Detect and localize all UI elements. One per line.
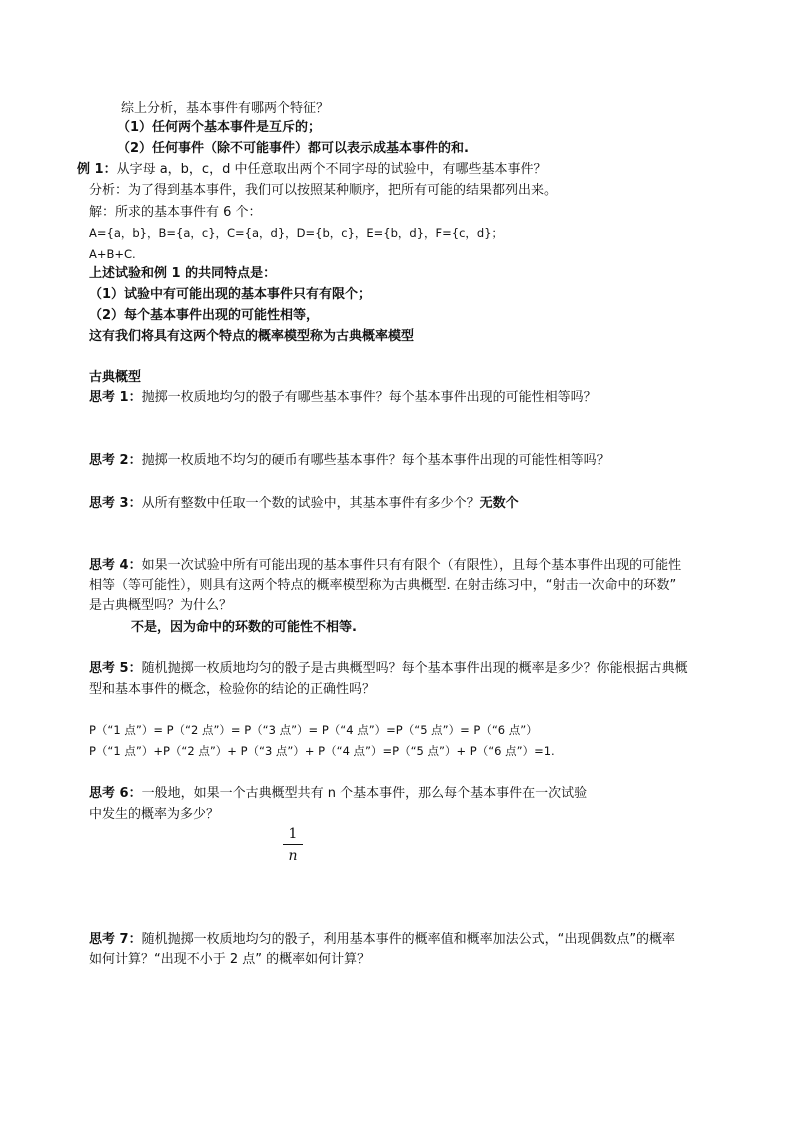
summary-feature-2: （2）任何事件（除不可能事件）都可以表示成基本事件的和.: [117, 141, 469, 156]
think-7: [89, 932, 675, 948]
think-2-label: 思考 2：: [89, 453, 142, 468]
think-6-text-2: 中发生的概率为多少？: [89, 807, 220, 822]
fraction-bar: [283, 844, 303, 845]
think-5-formula-1: P（“1 点”）= P（“2 点”）= P（“3 点”）= P（“4 点”）=P（“5 点”）= P（“6 点”）: [89, 723, 538, 737]
think-7-label: 思考 7：: [89, 932, 142, 947]
think-5-text-2: 型和基本事件的概念，检验你的结论的正确性吗？: [89, 682, 376, 697]
example-1-events: A={a，b}，B={a，c}，C={a，d}，D={b，c}，E={b，d}，F={c，d}；: [89, 226, 504, 240]
think-5-text: 随机抛掷一枚质地均匀的骰子是古典概型吗？每个基本事件出现的概率是多少？你能根据古典概: [141, 661, 688, 676]
think-5-formula-2: P（“1 点”）+P（“2 点”）+ P（“3 点”）+ P（“4 点”）=P（“5 点”）+ P（“6 点”）=1.: [89, 744, 555, 758]
fraction-numerator: 1: [288, 826, 298, 842]
think-3-label: 思考 3：: [89, 496, 142, 511]
think-3-text: 从所有整数中任取一个数的试验中，其基本事件有多少个？: [141, 496, 480, 511]
summary-feature-1: （1）任何两个基本事件是互斥的；: [117, 120, 322, 135]
think-1-text: 抛掷一枚质地均匀的骰子有哪些基本事件？每个基本事件出现的可能性相等吗？: [141, 390, 597, 405]
think-3-answer: 无数个: [479, 496, 519, 511]
example-1-label: 例 1：: [77, 162, 117, 177]
example-1-question-line: [77, 162, 546, 178]
think-3: [89, 496, 519, 512]
think-5-label: 思考 5：: [89, 661, 142, 676]
think-5: [89, 661, 688, 677]
example-1-question: 从字母 a，b，c，d 中任意取出两个不同字母的试验中，有哪些基本事件？: [116, 162, 547, 177]
common-point-1: （1）试验中有可能出现的基本事件只有有限个；: [89, 287, 372, 302]
think-1: [89, 390, 597, 406]
think-7-text-2: 如何计算？“出现不小于 2 点” 的概率如何计算？: [89, 952, 371, 967]
think-4-text-3: 是古典概型吗？为什么？: [89, 598, 233, 613]
think-6-label: 思考 6：: [89, 786, 142, 801]
think-2: [89, 453, 610, 469]
fraction-denominator: n: [288, 848, 298, 864]
think-4: [89, 558, 681, 574]
think-2-text: 抛掷一枚质地不均匀的硬币有哪些基本事件？每个基本事件出现的可能性相等吗？: [141, 453, 610, 468]
example-1-sum: A+B+C.: [89, 247, 136, 261]
think-4-label: 思考 4：: [89, 558, 142, 573]
think-6-text: 一般地，如果一个古典概型共有 n 个基本事件，那么每个基本事件在一次试验: [141, 786, 588, 801]
summary-intro: 综上分析，基本事件有哪两个特征？: [121, 101, 330, 116]
think-4-text-2: 相等（等可能性），则具有这两个特点的概率模型称为古典概型. 在射击练习中，“射击一次命中的环数”: [89, 578, 677, 593]
section-title: 古典概型: [89, 370, 142, 385]
think-7-text: 随机抛掷一枚质地均匀的骰子，利用基本事件的概率值和概率加法公式，“出现偶数点”的概率: [141, 932, 676, 947]
common-title: 上述试验和例 1 的共同特点是：: [89, 266, 277, 281]
think-6: [89, 786, 587, 802]
common-conclusion: 这有我们将具有这两个特点的概率模型称为古典概率模型: [89, 329, 415, 344]
fraction-one-over-n: [283, 826, 303, 864]
think-1-label: 思考 1：: [89, 390, 142, 405]
common-point-2: （2）每个基本事件出现的可能性相等，: [89, 308, 320, 323]
example-1-solution: 解：所求的基本事件有 6 个：: [89, 205, 262, 220]
think-4-text: 如果一次试验中所有可能出现的基本事件只有有限个（有限性），且每个基本事件出现的可能性: [141, 558, 682, 573]
think-4-answer: 不是，因为命中的环数的可能性不相等.: [131, 620, 357, 635]
example-1-analysis: 分析：为了得到基本事件，我们可以按照某种顺序，把所有可能的结果都列出来。: [89, 183, 558, 198]
